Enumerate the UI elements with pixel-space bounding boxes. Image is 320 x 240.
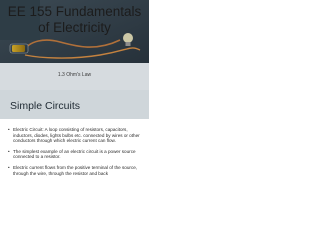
bullet-text: The simplest example of an electric circuit is a power source connected to a resistor. <box>13 148 136 160</box>
bullet-icon: • <box>8 127 10 132</box>
list-item <box>8 127 143 144</box>
bullet-icon: • <box>8 148 10 154</box>
content-slide <box>0 90 149 198</box>
bullet-text: Electric Circuit: A loop consisting of resistors, capacitors, inductors, diodes, lights bulbs etc. connected by wires or other conductors through which electric current can flow. <box>13 127 140 144</box>
title-slide <box>0 0 149 90</box>
slide-heading: Simple Circuits <box>10 100 81 112</box>
slide-title: EE 155 Fundamentals of Electricity <box>7 4 142 35</box>
list-item <box>8 149 143 160</box>
bullet-text: Electric current flows from the positive terminal of the source, through the wire, through the resistor and back <box>13 164 138 176</box>
bullet-icon: • <box>8 164 10 170</box>
slide-subtitle: 1.3 Ohm's Law <box>57 72 92 78</box>
bullet-list <box>8 127 143 181</box>
list-item <box>8 165 143 176</box>
